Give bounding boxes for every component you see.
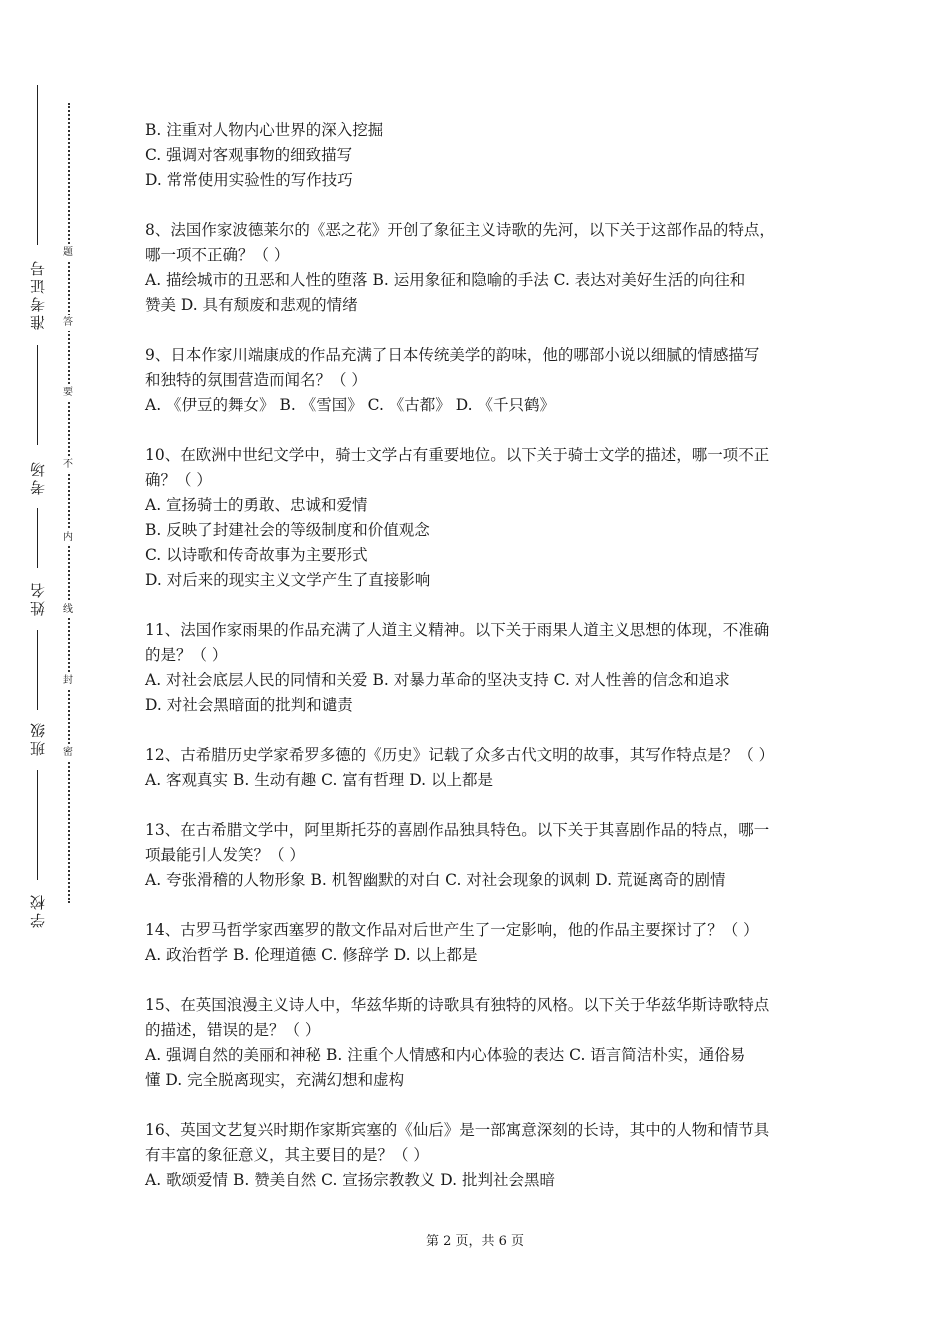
binding-line xyxy=(37,508,38,568)
question-line: 和独特的氛围营造而闻名？（ ） xyxy=(145,371,367,389)
question-block xyxy=(145,218,815,318)
question-line: A. 政治哲学 B. 伦理道德 C. 修辞学 D. 以上都是 xyxy=(145,946,478,964)
binding-line xyxy=(37,770,38,880)
question-line: D. 对后来的现实主义文学产生了直接影响 xyxy=(145,571,431,589)
binding-line xyxy=(37,85,38,245)
question-block xyxy=(145,443,815,593)
question-line: 11、法国作家雨果的作品充满了人道主义精神。以下关于雨果人道主义思想的体现，不准确 xyxy=(145,621,770,639)
seal-char: 要 xyxy=(60,385,76,401)
question-line: D. 对社会黑暗面的批判和谴责 xyxy=(145,696,353,714)
question-line: 赞美 D. 具有颓废和悲观的情绪 xyxy=(145,296,358,314)
binding-line xyxy=(37,630,38,710)
question-block xyxy=(145,618,815,718)
question-line: B. 反映了封建社会的等级制度和价值观念 xyxy=(145,521,430,539)
question-line: C. 强调对客观事物的细致描写 xyxy=(145,146,353,164)
question-block xyxy=(145,993,815,1093)
question-line: A. 歌颂爱情 B. 赞美自然 C. 宣扬宗教教义 D. 批判社会黑暗 xyxy=(145,1171,555,1189)
question-line: 懂 D. 完全脱离现实，充满幻想和虚构 xyxy=(145,1071,405,1089)
seal-char: 题 xyxy=(60,245,76,261)
seal-char: 内 xyxy=(60,530,76,546)
question-block xyxy=(145,918,815,968)
exam-room-label: 考场 xyxy=(29,459,47,495)
question-line: 9、日本作家川端康成的作品充满了日本传统美学的韵味，他的哪部小说以细腻的情感描写 xyxy=(145,346,760,364)
question-line: 10、在欧洲中世纪文学中，骑士文学占有重要地位。以下关于骑士文学的描述，哪一项不正 xyxy=(145,446,770,464)
binding-margin xyxy=(0,0,95,1344)
question-block xyxy=(145,818,815,893)
seal-char: 答 xyxy=(60,315,76,331)
page-footer: 第 2 页，共 6 页 xyxy=(425,1234,525,1249)
question-block xyxy=(145,743,815,793)
question-list xyxy=(145,118,815,1218)
seal-char: 封 xyxy=(60,673,76,689)
question-line: 8、法国作家波德莱尔的《恶之花》开创了象征主义诗歌的先河，以下关于这部作品的特点， xyxy=(145,221,775,239)
school-label: 学校 xyxy=(29,892,47,928)
question-block xyxy=(145,343,815,418)
binding-line xyxy=(37,345,38,445)
exam-number-label: 准考证号 xyxy=(29,258,47,330)
question-line: A. 强调自然的美丽和神秘 B. 注重个人情感和内心体验的表达 C. 语言简洁朴实，通俗易 xyxy=(145,1046,746,1064)
question-line: C. 以诗歌和传奇故事为主要形式 xyxy=(145,546,368,564)
question-line: 16、英国文艺复兴时期作家斯宾塞的《仙后》是一部寓意深刻的长诗，其中的人物和情节具 xyxy=(145,1121,770,1139)
question-line: 有丰富的象征意义，其主要目的是？（ ） xyxy=(145,1146,429,1164)
question-block xyxy=(145,118,815,193)
question-line: A. 对社会底层人民的同情和关爱 B. 对暴力革命的坚决支持 C. 对人性善的信念和追求 xyxy=(145,671,730,689)
question-line: 15、在英国浪漫主义诗人中，华兹华斯的诗歌具有独特的风格。以下关于华兹华斯诗歌特点 xyxy=(145,996,770,1014)
question-line: 确？（ ） xyxy=(145,471,212,489)
question-line: A. 夸张滑稽的人物形象 B. 机智幽默的对白 C. 对社会现象的讽刺 D. 荒诞离奇的剧情 xyxy=(145,871,726,889)
seal-char: 线 xyxy=(60,602,76,618)
question-line: A. 描绘城市的丑恶和人性的堕落 B. 运用象征和隐喻的手法 C. 表达对美好生活的向往和 xyxy=(145,271,746,289)
question-line: 14、古罗马哲学家西塞罗的散文作品对后世产生了一定影响，他的作品主要探讨了？（ ） xyxy=(145,921,759,939)
seal-char: 密 xyxy=(60,745,76,761)
class-label: 班级 xyxy=(29,720,47,756)
name-label: 姓名 xyxy=(29,580,47,616)
question-line: D. 常常使用实验性的写作技巧 xyxy=(145,171,353,189)
question-line: 13、在古希腊文学中，阿里斯托芬的喜剧作品独具特色。以下关于其喜剧作品的特点，哪一 xyxy=(145,821,770,839)
question-line: A. 宣扬骑士的勇敢、忠诚和爱情 xyxy=(145,496,368,514)
question-line: A. 客观真实 B. 生动有趣 C. 富有哲理 D. 以上都是 xyxy=(145,771,493,789)
question-line: 的描述，错误的是？（ ） xyxy=(145,1021,321,1039)
question-line: 哪一项不正确？（ ） xyxy=(145,246,290,264)
seal-char: 不 xyxy=(60,457,76,473)
question-block xyxy=(145,1118,815,1193)
question-line: A. 《伊豆的舞女》 B. 《雪国》 C. 《古都》 D. 《千只鹤》 xyxy=(145,396,555,414)
seal-dotted-line xyxy=(68,103,70,903)
question-line: 项最能引人发笑？（ ） xyxy=(145,846,305,864)
question-line: B. 注重对人物内心世界的深入挖掘 xyxy=(145,121,384,139)
question-line: 的是？（ ） xyxy=(145,646,228,664)
question-line: 12、古希腊历史学家希罗多德的《历史》记载了众多古代文明的故事，其写作特点是？（ ） xyxy=(145,746,775,764)
